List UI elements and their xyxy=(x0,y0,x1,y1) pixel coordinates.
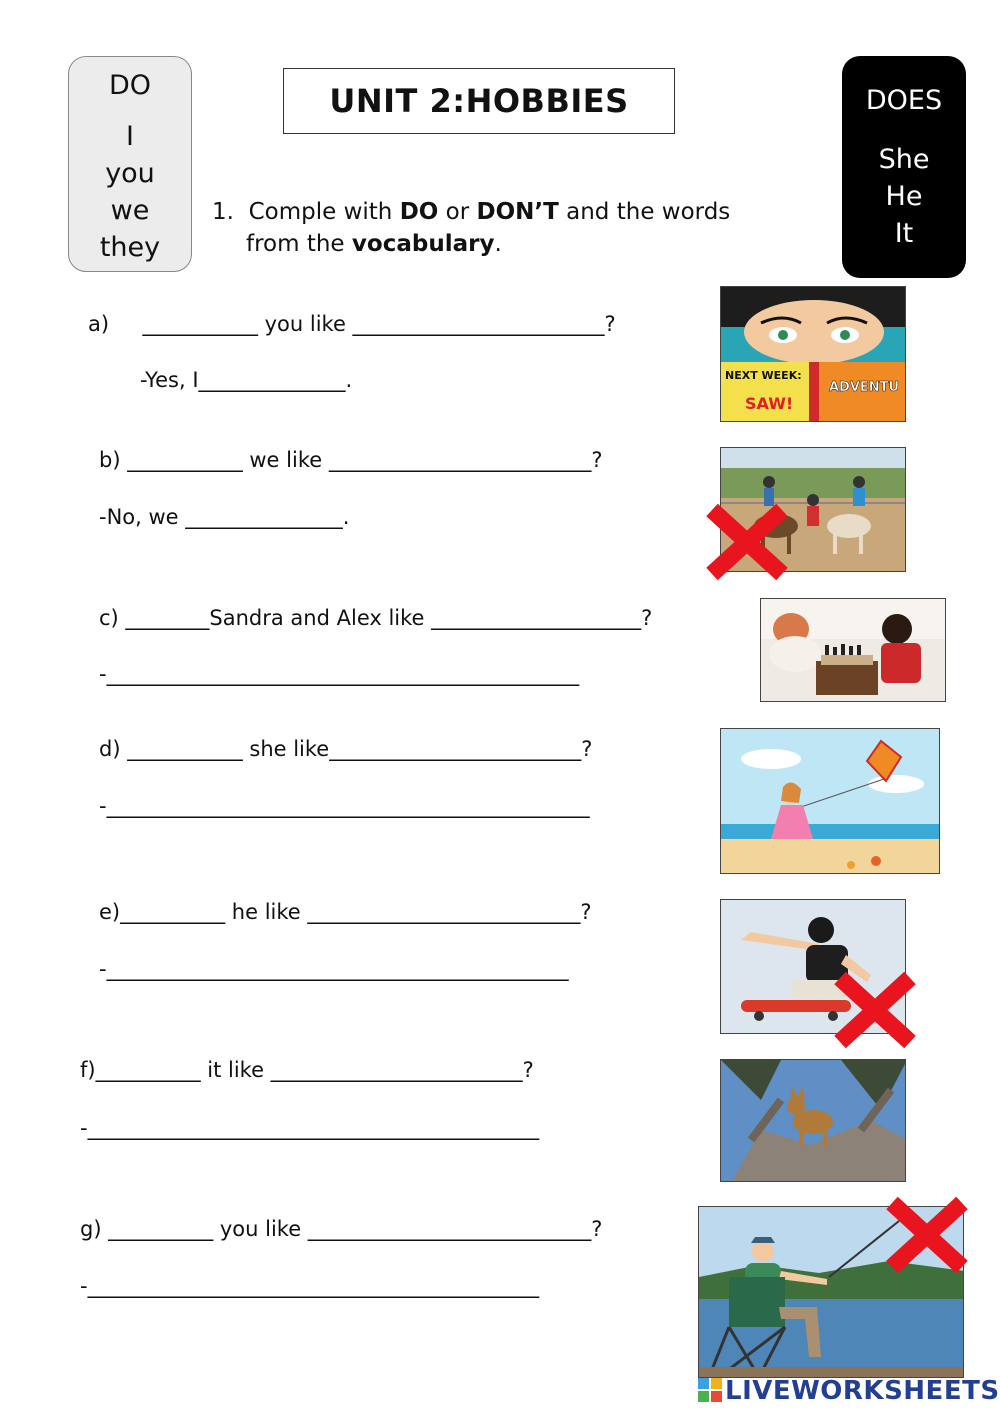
exercise-question[interactable]: e)__________ he like __________________________? xyxy=(99,900,592,924)
do-pronoun: they xyxy=(99,232,161,263)
liveworksheets-logo xyxy=(698,1376,1000,1406)
exercise-answer[interactable]: -___________________________________________ xyxy=(80,1274,540,1298)
exercise-answer[interactable]: -____________________________________________ xyxy=(99,957,569,981)
do-pronoun-box xyxy=(68,56,192,272)
dog-in-tree-image xyxy=(720,1059,906,1182)
instruction-number: 1. xyxy=(212,199,234,225)
svg-text:NEXT WEEK:: NEXT WEEK: xyxy=(725,369,802,382)
instruction-bold-dont: DON’T xyxy=(476,199,559,225)
instruction xyxy=(212,196,730,260)
footer-brand: LIVEWORKSHEETS xyxy=(725,1376,1000,1406)
exercise-question[interactable]: g) __________ you like ___________________________? xyxy=(80,1217,603,1241)
exercise-question[interactable]: f)__________ it like ________________________? xyxy=(80,1058,534,1082)
do-heading: DO xyxy=(108,70,152,101)
does-heading: DOES xyxy=(865,85,943,116)
does-pronoun: She xyxy=(878,144,930,175)
instruction-bold-do: DO xyxy=(399,199,439,225)
does-pronoun: He xyxy=(885,181,923,212)
exercise-answer[interactable]: -_____________________________________________ xyxy=(99,662,580,686)
exercise-question[interactable]: d) ___________ she like________________________? xyxy=(99,737,593,761)
instruction-text: or xyxy=(438,199,477,225)
instruction-text: from the xyxy=(246,231,352,257)
liveworksheets-icon xyxy=(698,1378,722,1402)
comic-reader-image xyxy=(720,286,906,422)
instruction-text: Comple with xyxy=(248,199,400,225)
do-pronoun: we xyxy=(110,195,150,226)
instruction-bold-vocabulary: vocabulary xyxy=(351,231,495,257)
exercise-answer[interactable]: -______________________________________________ xyxy=(99,794,590,818)
cross-mark-icon xyxy=(830,970,920,1050)
svg-text:SAW!: SAW! xyxy=(745,394,794,413)
cross-mark-icon xyxy=(702,502,792,582)
exercise-answer[interactable]: -___________________________________________ xyxy=(80,1116,540,1140)
cross-mark-icon xyxy=(882,1195,972,1275)
exercise-answer[interactable]: -Yes, I______________. xyxy=(140,368,353,392)
exercise-question[interactable]: b) ___________ we like _________________________? xyxy=(99,448,603,472)
instruction-text: . xyxy=(494,231,502,257)
exercise-question[interactable]: c) ________Sandra and Alex like ____________________? xyxy=(99,606,653,630)
do-pronoun: I xyxy=(126,121,134,152)
do-pronoun: you xyxy=(105,158,155,189)
exercise-question[interactable]: a) ___________ you like ________________________? xyxy=(88,312,616,336)
chess-image xyxy=(760,598,946,702)
kite-flying-image xyxy=(720,728,940,874)
does-pronoun: It xyxy=(894,218,914,249)
does-pronoun-box xyxy=(842,56,966,278)
exercise-answer[interactable]: -No, we _______________. xyxy=(99,505,350,529)
svg-text:ADVENTU: ADVENTU xyxy=(829,380,900,395)
instruction-text: and the words xyxy=(558,199,731,225)
page-title: UNIT 2:HOBBIES xyxy=(283,68,675,134)
